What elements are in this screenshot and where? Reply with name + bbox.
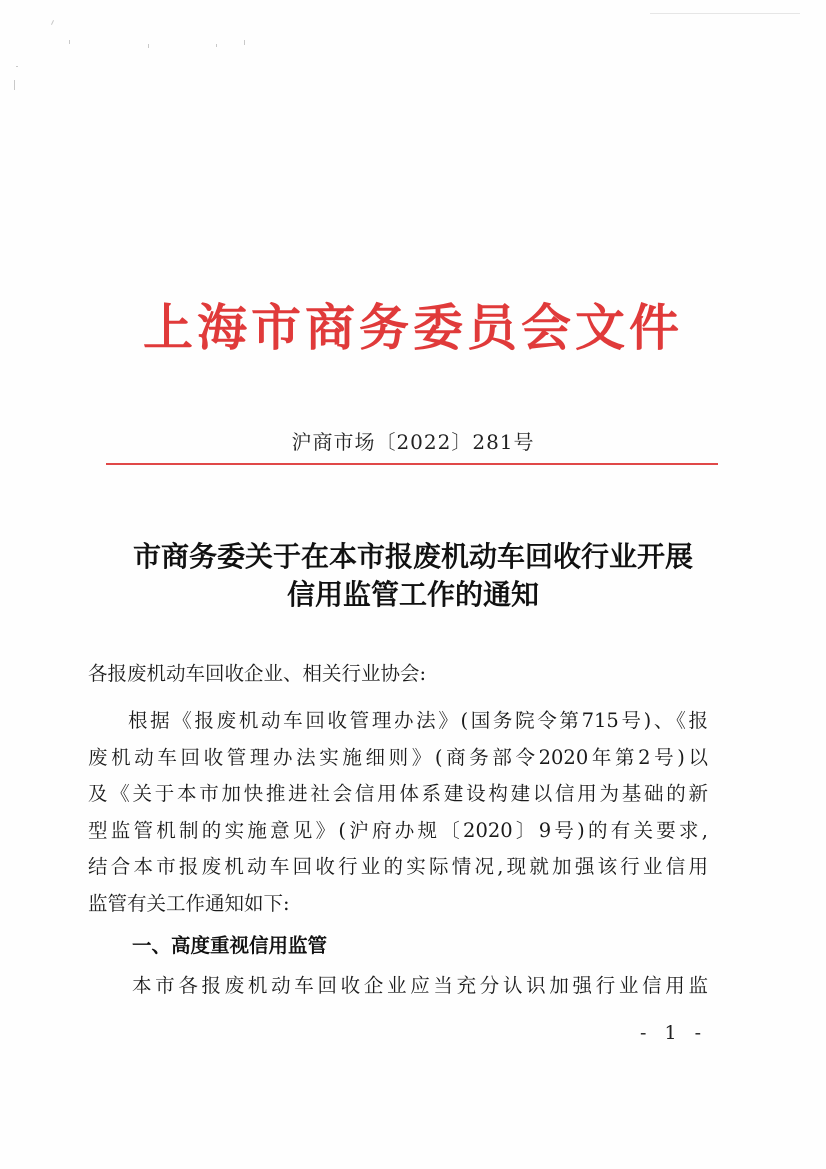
scan-speck xyxy=(216,44,217,47)
paragraph-line: 及《关于本市加快推进社会信用体系建设构建以信用为基础的新 xyxy=(88,782,708,805)
document-number: 沪商市场〔2022〕281号 xyxy=(291,430,535,454)
scan-speck xyxy=(148,44,149,48)
scan-speck xyxy=(14,80,15,90)
scan-speck xyxy=(51,20,54,25)
addressee: 各报废机动车回收企业、相关行业协会: xyxy=(88,662,427,685)
paragraph-line: 监管有关工作通知如下: xyxy=(88,891,290,915)
document-header-title: 上海市商务委员会文件 xyxy=(143,298,683,357)
scan-edge-line xyxy=(650,13,800,14)
scan-speck xyxy=(16,66,18,67)
paragraph-line: 结合本市报废机动车回收行业的实际情况,现就加强该行业信用 xyxy=(88,855,708,878)
paragraph-line: 根据《报废机动车回收管理办法》(国务院令第715号)、《报 xyxy=(128,709,708,732)
page-number: - 1 - xyxy=(640,1022,708,1044)
paragraph xyxy=(88,703,708,922)
scan-speck xyxy=(69,40,70,44)
notice-title-line: 市商务委关于在本市报废机动车回收行业开展 xyxy=(132,540,693,573)
notice-title-line: 信用监管工作的通知 xyxy=(286,578,539,611)
paragraph-line: 废机动车回收管理办法实施细则》(商务部令2020年第2号)以 xyxy=(88,745,708,769)
paragraph-line: 本市各报废机动车回收企业应当充分认识加强行业信用监 xyxy=(132,974,708,997)
paragraph-line: 型监管机制的实施意见》(沪府办规〔2020〕9号)的有关要求, xyxy=(88,818,708,842)
scan-speck xyxy=(244,40,245,45)
notice-title xyxy=(0,538,826,614)
section-heading: 一、高度重视信用监管 xyxy=(132,934,328,957)
header-divider xyxy=(106,463,718,465)
